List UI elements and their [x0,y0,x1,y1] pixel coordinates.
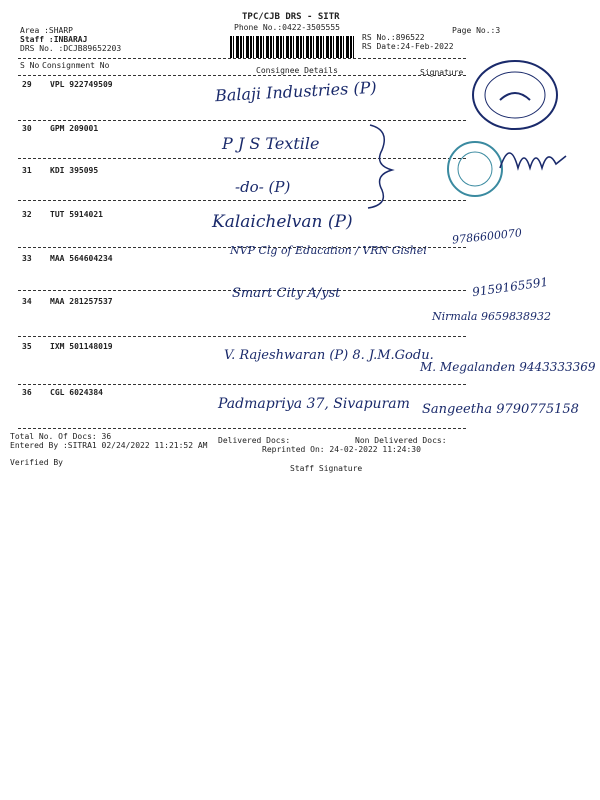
col-consignment: Consignment No [42,61,110,70]
consignee-handwriting: Kalaichelvan (P) [212,212,353,232]
company-stamp [446,140,504,198]
row-consignment: VPL 922749509 [50,80,113,89]
page-title: TPC/CJB DRS - SITR [242,12,340,22]
row-sno: 32 [22,210,32,219]
signature-handwriting: 9786600070 [451,226,523,247]
row-sno: 31 [22,166,32,175]
row-consignment: KDI 395095 [50,166,99,175]
row-consignment: MAA 281257537 [50,297,113,306]
company-stamp [470,58,560,132]
signature-handwriting: 9159165591 [471,274,549,300]
row-sno: 36 [22,388,32,397]
signature-handwriting: M. Megalanden 9443333369 [420,360,596,374]
consignee-handwriting: NVP Clg of Education / VRN Gishei [230,244,427,257]
consignee-handwriting: -do- (P) [235,178,291,196]
col-signature: Signature [420,68,464,77]
row-sno: 35 [22,342,32,351]
barcode [230,36,356,58]
reprinted-on: Reprinted On: 24-02-2022 11:24:30 [262,445,421,454]
divider [18,75,466,76]
row-consignment: TUT 5914021 [50,210,103,219]
area-label: Area :SHARP [20,26,73,35]
consignee-handwriting: Smart City A/yst [232,286,341,301]
rs-date: RS Date:24-Feb-2022 [362,42,454,51]
total-docs: Total No. Of Docs: 36 [10,432,112,441]
consignee-handwriting: Balaji Industries (P) [214,77,378,106]
row-sno: 34 [22,297,32,306]
divider [18,384,466,385]
divider [18,58,466,59]
signature-handwriting: Nirmala 9659838932 [432,310,551,323]
col-sno: S No [20,61,40,70]
rs-number: RS No.:896522 [362,33,425,42]
entered-by: Entered By :SITRA1 02/24/2022 11:21:52 AM [10,441,208,450]
consignee-handwriting: Padmapriya 37, Sivapuram [218,396,410,412]
verified-by: Verified By [10,458,63,467]
staff-signature: Staff Signature [290,464,363,473]
col-consignee: Consignee Details [256,66,338,75]
delivered-docs: Delivered Docs: [218,436,291,445]
row-consignment: MAA 564604234 [50,254,113,263]
consignee-handwriting: P J S Textile [222,134,320,153]
row-sno: 29 [22,80,32,89]
row-sno: 30 [22,124,32,133]
drs-number: DRS No. :DCJB89652203 [20,44,122,53]
page-number: Page No.:3 [452,26,501,35]
row-consignment: GPM 209001 [50,124,99,133]
row-consignment: IXM 501148019 [50,342,113,351]
signature-scribble [498,138,568,178]
consignee-handwriting: V. Rajeshwaran (P) 8. J.M.Godu. [224,348,434,363]
phone-number: Phone No.:0422-3505555 [234,23,340,32]
signature-handwriting: Sangeetha 9790775158 [422,402,579,417]
row-consignment: CGL 6024384 [50,388,103,397]
divider [18,336,466,337]
staff-label: Staff :INBARAJ [20,35,88,44]
row-sno: 33 [22,254,32,263]
divider [18,428,466,429]
non-delivered-docs: Non Delivered Docs: [355,436,447,445]
brace-mark [360,120,400,210]
